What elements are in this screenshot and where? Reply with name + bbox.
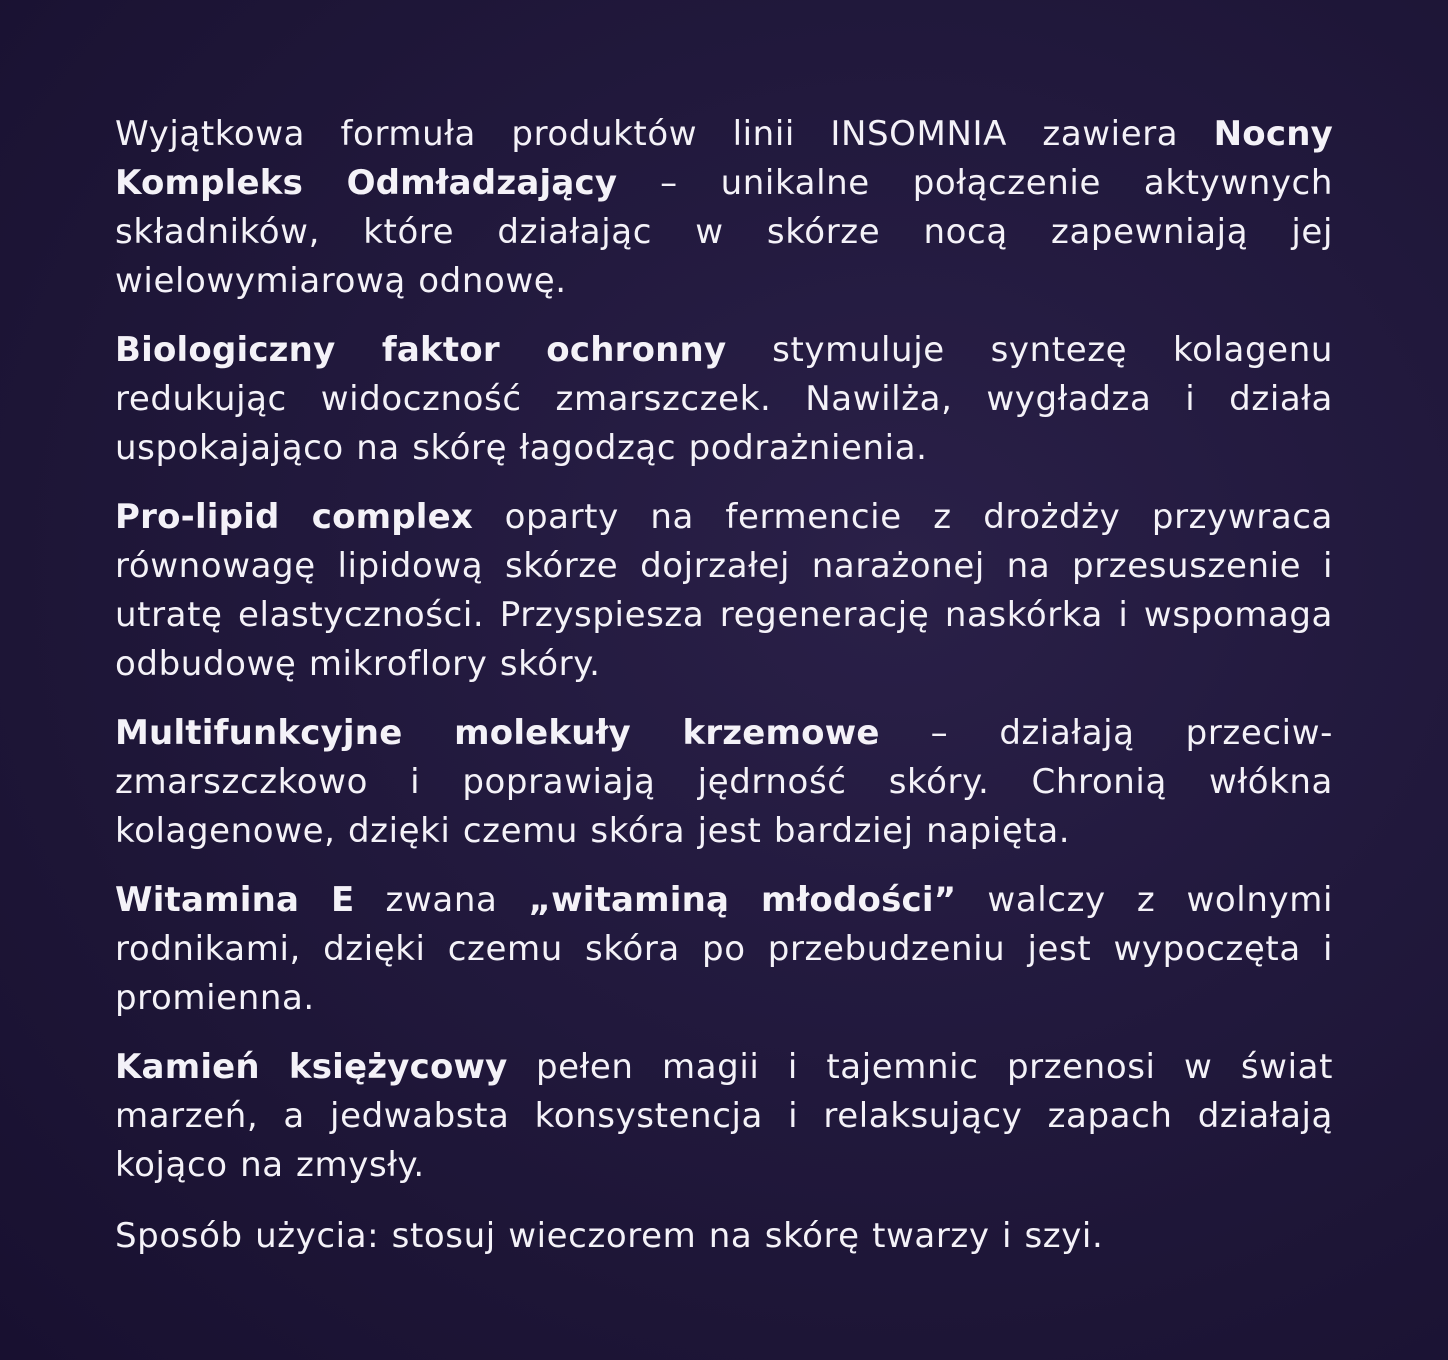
ingredient-nickname: „witaminą młodości” <box>528 880 957 920</box>
ingredient-description: stymuluje syntezę kolagenu redukując widoczność zmarszczek. Nawilża, wygładza i działa uspokajająco na skórę łagodząc podrażnienia. <box>115 330 1333 468</box>
ingredient-connector: zwana <box>354 880 529 920</box>
ingredient-name: Witamina E <box>115 880 355 920</box>
usage-instructions: Sposób użycia: stosuj wieczorem na skórę twarzy i szyi. <box>115 1216 1104 1256</box>
ingredient-paragraph-krzemowe <box>115 709 1333 856</box>
ingredient-description: oparty na fermencie z drożdży przywraca równowagę lipidową skórze dojrzałej narażonej na przesuszenie i utratę elastyczności. Przyspiesza regenerację naskórka i wspomaga odbudowę mikroflory skóry. <box>115 497 1333 684</box>
intro-paragraph <box>115 110 1333 306</box>
ingredient-name: Biologiczny faktor ochronny <box>115 330 727 370</box>
ingredient-description: pełen magii i tajemnic przenosi w świat marzeń, a jedwabsta konsystencja i relaksujący zapach działają kojąco na zmysły. <box>115 1047 1333 1185</box>
ingredient-description: walczy z wolnymi rodnikami, dzięki czemu skóra po przebudzeniu jest wypoczęta i promienna. <box>115 880 1333 1018</box>
ingredient-paragraph-biologiczny <box>115 326 1333 473</box>
ingredient-name: Kamień księżycowy <box>115 1047 508 1087</box>
intro-text: – unikalne połączenie aktywnych składników, które działając w skórze nocą zapewniają jej wielowymiarową odnowę. <box>115 163 1334 301</box>
description-text-block <box>115 110 1333 1281</box>
ingredient-name: Pro-lipid complex <box>115 497 474 537</box>
ingredient-paragraph-kamien <box>115 1043 1333 1190</box>
highlight-nocny-kompleks: Nocny Kompleks Odmładzający <box>115 114 1333 203</box>
ingredient-paragraph-witamina-e <box>115 876 1333 1023</box>
intro-lead: Wyjątkowa formuła produktów linii INSOMNIA zawiera <box>115 114 1214 154</box>
ingredient-paragraph-pro-lipid <box>115 493 1333 689</box>
ingredient-description: – działają przeciw-zmarszczkowo i poprawiają jędrność skóry. Chronią włókna kolagenowe, dzięki czemu skóra jest bardziej napięta. <box>115 713 1334 851</box>
ingredient-name: Multifunkcyjne molekuły krzemowe <box>115 713 880 753</box>
